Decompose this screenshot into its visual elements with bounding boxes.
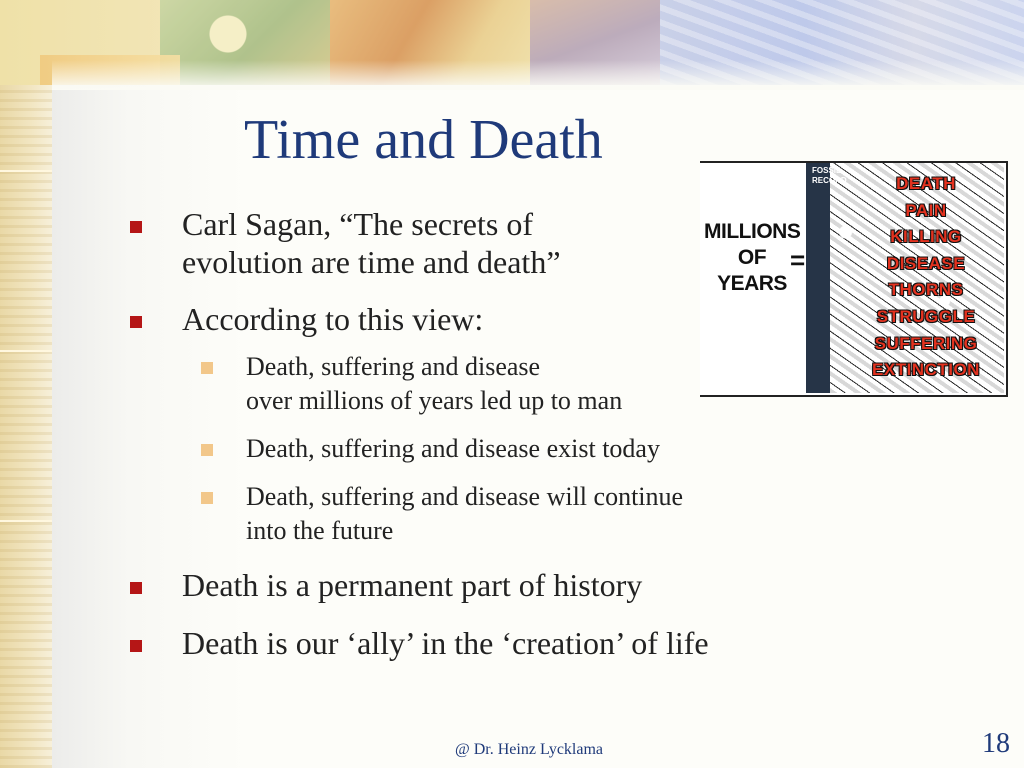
sub-bullet-text-line: into the future: [246, 516, 394, 545]
bullet-item: [130, 624, 850, 662]
slide-title: Time and Death: [244, 109, 603, 171]
square-sub-bullet-icon: [201, 362, 213, 374]
square-sub-bullet-icon: [201, 492, 213, 504]
bullet-text-line: Death is our ‘ally’ in the ‘creation’ of life: [182, 625, 709, 661]
word-extinction: EXTINCTION: [872, 360, 980, 380]
fossil-record-label: FOSSIL RECORD: [812, 166, 847, 185]
bullet-item: [130, 566, 850, 604]
sub-bullet-text-line: Death, suffering and disease: [246, 352, 541, 381]
square-bullet-icon: [130, 221, 142, 233]
sub-bullet-text-line: Death, suffering and disease exist today: [246, 434, 660, 463]
sub-bullet-text-line: over millions of years led up to man: [246, 386, 623, 415]
sub-bullet-item: [130, 432, 850, 466]
bullet-text-line: Death is a permanent part of history: [182, 567, 643, 603]
square-bullet-icon: [130, 582, 142, 594]
bullet-text-line: evolution are time and death”: [182, 244, 561, 280]
footer-credit: @ Dr. Heinz Lycklama: [455, 741, 604, 758]
suffering-word-list: [848, 171, 1004, 384]
word-suffering: SUFFERING: [874, 333, 978, 353]
decorative-left-border: [0, 0, 52, 768]
millions-of-years-label: MILLIONS OF YEARS: [704, 220, 801, 295]
word-thorns: THORNS: [888, 280, 964, 300]
word-struggle: STRUGGLE: [876, 306, 976, 326]
bullet-text-line: According to this view:: [182, 301, 484, 337]
square-bullet-icon: [130, 640, 142, 652]
fossil-record-image: [700, 161, 1008, 397]
sub-bullet-item: [130, 480, 850, 548]
word-killing: KILLING: [890, 227, 962, 247]
equals-sign: =: [790, 245, 806, 275]
page-number: 18: [982, 728, 1010, 759]
word-death: DEATH: [896, 174, 956, 193]
word-disease: DISEASE: [886, 253, 966, 273]
word-pain: PAIN: [905, 200, 947, 220]
square-sub-bullet-icon: [201, 444, 213, 456]
bullet-text-line: Carl Sagan, “The secrets of: [182, 206, 533, 242]
sub-bullet-text-line: Death, suffering and disease will continue: [246, 482, 684, 511]
square-bullet-icon: [130, 316, 142, 328]
rock-layer: [806, 163, 830, 393]
